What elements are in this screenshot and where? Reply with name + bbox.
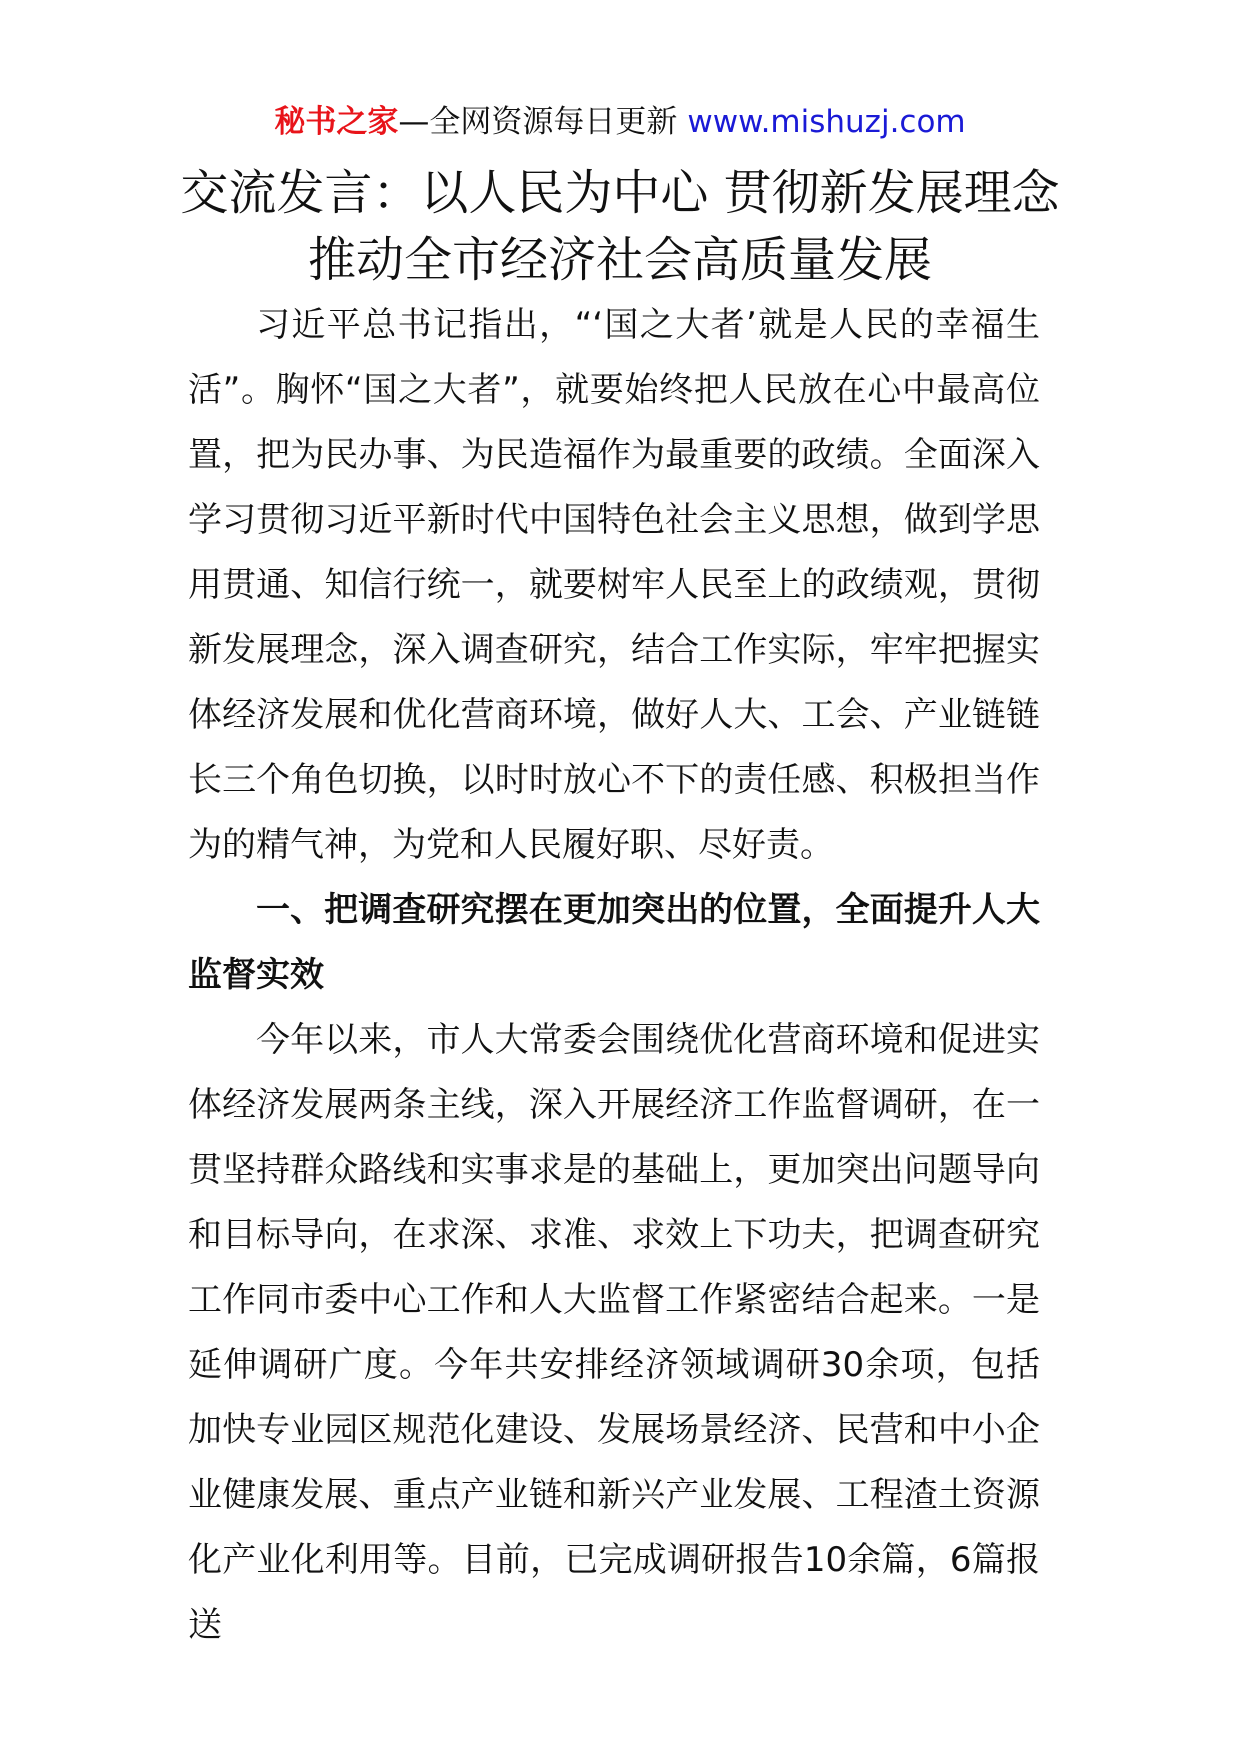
brand-name: 秘书之家: [274, 104, 399, 140]
title-line-2: 推动全市经济社会高质量发展: [307, 232, 932, 288]
site-url-link[interactable]: www.mishuzj.com: [687, 104, 966, 140]
document-body: [188, 293, 1040, 1658]
header-slogan: —全网资源每日更新: [398, 104, 678, 140]
site-header: [0, 100, 1240, 144]
paragraph-section-1: 今年以来，市人大常委会围绕优化营商环境和促进实体经济发展两条主线，深入开展经济工作监督调研，在一贯坚持群众路线和实事求是的基础上，更加突出问题导向和目标导向，在求深、求准、求效上下功夫，把调查研究工作同市委中心工作和人大监督工作紧密结合起来。一是延伸调研广度。今年共安排经济领域调研30余项，包括加快专业园区规范化建设、发展场景经济、民营和中小企业健康发展、重点产业链和新兴产业发展、工程渣土资源化产业化利用等。目前，已完成调研报告10余篇，6篇报送: [188, 1020, 1040, 1645]
paragraph-intro: 习近平总书记指出，“‘国之大者’就是人民的幸福生活”。胸怀“国之大者”，就要始终把人民放在心中最高位置，把为民办事、为民造福作为最重要的政绩。全面深入学习贯彻习近平新时代中国特色社会主义思想，做到学思用贯通、知信行统一，就要树牢人民至上的政绩观，贯彻新发展理念，深入调查研究，结合工作实际，牢牢把握实体经济发展和优化营商环境，做好人大、工会、产业链链长三个角色切换，以时时放心不下的责任感、积极担当作为的精气神，为党和人民履好职、尽好责。: [188, 305, 1040, 865]
title-line-1: 交流发言：以人民为中心 贯彻新发展理念: [180, 165, 1060, 221]
section-heading-1: 一、把调查研究摆在更加突出的位置，全面提升人大监督实效: [188, 890, 1040, 995]
document-title: [120, 160, 1120, 294]
